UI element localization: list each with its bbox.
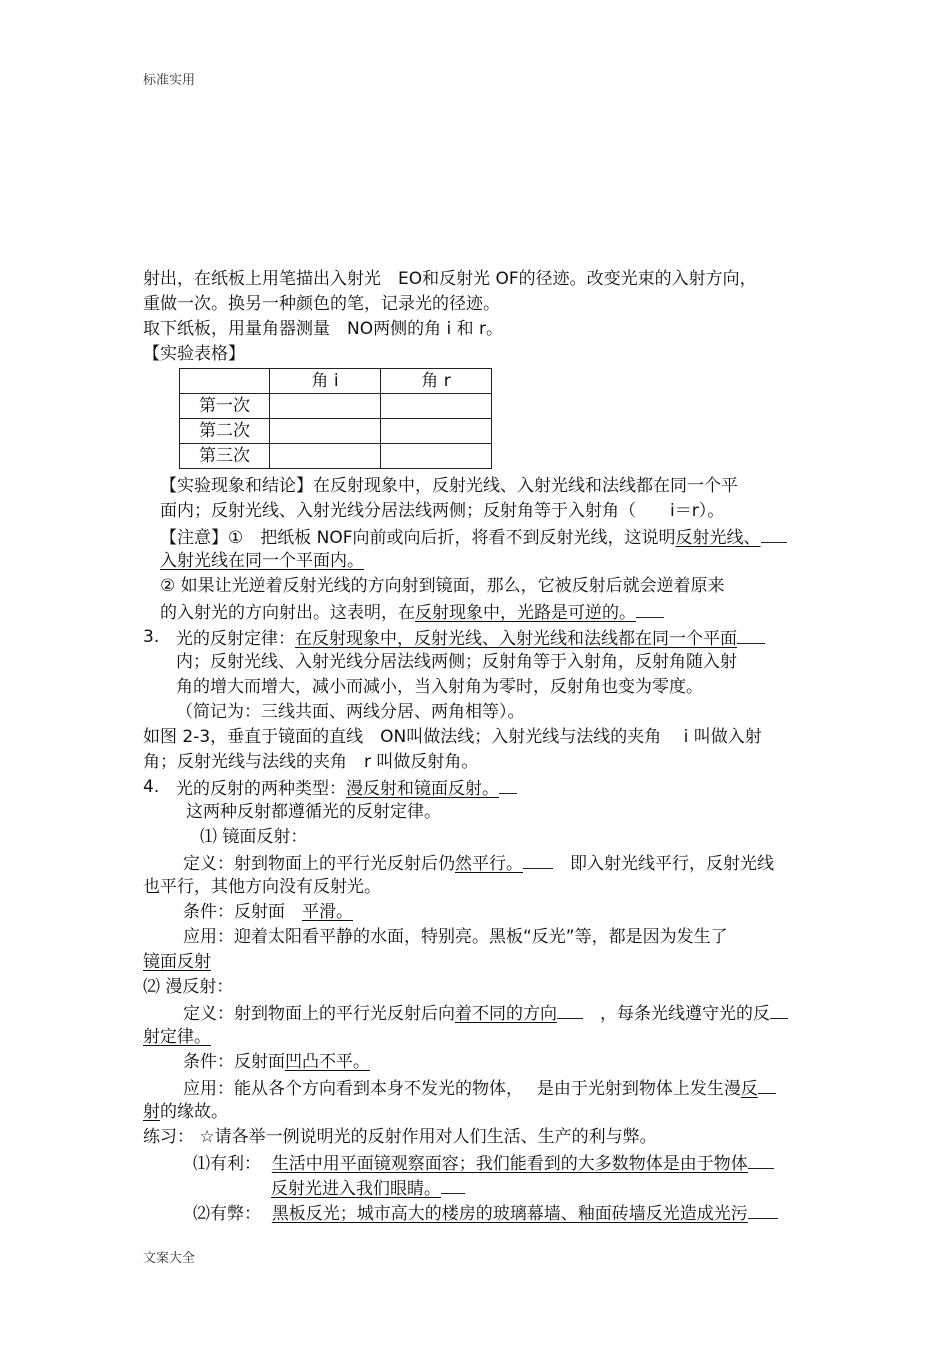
note-line1: [160, 525, 787, 549]
item3-line2: 内；反射光线、入射光线分居法线两侧；反射角等于入射角，反射角随入射: [176, 652, 737, 672]
note-text: 的入射光的方向射出。这表明，在: [160, 603, 415, 623]
diffuse-application: [183, 1076, 776, 1100]
table-cell: 第三次: [180, 444, 270, 469]
diffuse-cond-answer: 凹凸不平。: [285, 1052, 370, 1072]
diffuse-def-answer: 着不同的方向: [455, 1004, 557, 1024]
answer-blank: [441, 1176, 465, 1194]
answer-blank: [758, 1076, 776, 1094]
note-line4: [160, 600, 664, 624]
answer-blank: [557, 1001, 583, 1019]
table-row: [180, 419, 492, 444]
note-answer: 入射光线在同一个平面内。: [160, 551, 364, 571]
table-cell: [381, 444, 492, 469]
diffuse-application-line2: [143, 1101, 228, 1123]
table-cell: [381, 419, 492, 444]
item3-answer: 在反射现象中，反射光线、入射光线和法线都在同一个平面: [295, 629, 737, 649]
practice-advantage-line2: [271, 1176, 465, 1200]
experiment-table: [179, 368, 492, 469]
table-cell: [270, 444, 381, 469]
fig-line2: 角；反射光线与法线的夹角 r 叫做反射角。: [143, 752, 479, 772]
diffuse-app-text: 的缘故。: [160, 1102, 228, 1122]
mirror-def-answer: 然平行。: [455, 854, 523, 874]
page-header: 标准实用: [143, 73, 196, 88]
item3-line3: 角的增大而增大，减小而减小，当入射角为零时，反射角也变为零度。: [176, 677, 703, 697]
para1-line3: 取下纸板，用量角器测量 NO两侧的角 i 和 r。: [143, 319, 504, 339]
para1-line2: 重做一次。换另一种颜色的笔，记录光的径迹。: [143, 294, 500, 314]
disadvantage-label: ⑵有弊：: [193, 1204, 261, 1224]
table-cell: [270, 419, 381, 444]
mirror-application: 应用：迎着太阳看平静的水面，特别亮。黑板“反光”等，都是因为发生了: [183, 927, 728, 947]
note-line2: [160, 550, 364, 572]
table-header-cell: 角 i: [270, 369, 381, 394]
mirror-cond-answer: 平滑。: [302, 902, 353, 922]
table-cell: [270, 394, 381, 419]
answer-blank: [523, 851, 553, 869]
diffuse-def-text: 定义：射到物面上的平行光反射后向: [183, 1004, 455, 1024]
table-row: [180, 444, 492, 469]
conclusion-line2: 面内；反射光线、入射光线分居法线两侧；反射角等于入射角（ i＝r）。: [160, 501, 725, 521]
table-cell: 第二次: [180, 419, 270, 444]
practice-title: 练习： ☆请各举一例说明光的反射作用对人们生活、生产的利与弊。: [143, 1127, 657, 1147]
para1-line1: 射出，在纸板上用笔描出入射光 EO和反射光 OF的径迹。改变光束的入射方向，: [143, 269, 757, 289]
mirror-app-answer: 镜面反射: [143, 952, 211, 972]
diffuse-condition: [183, 1051, 370, 1073]
note-line3: ② 如果让光逆着反射光线的方向射到镜面，那么，它被反射后就会逆着原来: [160, 576, 725, 596]
item4-line2: 这两种反射都遵循光的反射定律。: [186, 802, 441, 822]
answer-blank: [748, 1151, 774, 1169]
note-answer: 反射光线、: [675, 528, 761, 548]
item4-label: 光的反射的两种类型：: [176, 779, 346, 799]
item3-label: 光的反射定律：: [176, 629, 295, 649]
practice-advantage: [193, 1151, 774, 1175]
note-answer: 反射现象中，光路是可逆的。: [415, 603, 636, 623]
mirror-cond-text: 条件：反射面: [183, 902, 302, 922]
table-row: [180, 394, 492, 419]
mirror-def-text: 即入射光线平行，反射光线: [553, 854, 774, 874]
mirror-title: ⑴ 镜面反射：: [200, 827, 308, 847]
advantage-label: ⑴有利：: [193, 1154, 261, 1174]
table-title: 【实验表格】: [143, 344, 245, 364]
diffuse-def-answer: 射定律。: [143, 1027, 211, 1047]
table-cell: [381, 394, 492, 419]
diffuse-app-text: 应用：能从各个方向看到本身不发光的物体， 是由于光射到物体上发生漫: [183, 1079, 741, 1099]
item4-line1: [176, 776, 517, 800]
diffuse-cond-text: 条件：反射面: [183, 1052, 285, 1072]
table-cell: 第一次: [180, 394, 270, 419]
mirror-definition-line2: 也平行，其他方向没有反射光。: [143, 877, 381, 897]
item3-line4: （简记为：三线共面、两线分居、两角相等）。: [176, 702, 525, 722]
answer-blank: [636, 600, 664, 618]
item3-line1: [176, 626, 765, 650]
practice-disadvantage: [193, 1201, 778, 1225]
diffuse-definition: [183, 1001, 788, 1025]
advantage-answer: 生活中用平面镜观察面容；我们能看到的大多数物体是由于物体: [271, 1154, 748, 1174]
diffuse-title: ⑵ 漫反射：: [143, 977, 234, 997]
conclusion-line1: 【实验现象和结论】在反射现象中，反射光线、入射光线和法线都在同一个平: [160, 476, 738, 496]
note-text: 【注意】① 把纸板 NOF向前或向后折，将看不到反射光线，这说明: [160, 528, 676, 548]
table-header-row: [180, 369, 492, 394]
page-footer: 文案大全: [143, 1251, 196, 1266]
item4-number: 4.: [143, 777, 160, 797]
answer-blank: [770, 1001, 788, 1019]
mirror-def-text: 定义：射到物面上的平行光反射后仍: [183, 854, 455, 874]
mirror-condition: [183, 901, 353, 923]
answer-blank: [748, 1201, 778, 1219]
fig-line1: 如图 2-3，垂直于镜面的直线 ON叫做法线；入射光线与法线的夹角 i 叫做入射: [143, 727, 762, 747]
diffuse-definition-line2: [143, 1026, 211, 1048]
disadvantage-answer: 黑板反光；城市高大的楼房的玻璃幕墙、釉面砖墙反光造成光污: [271, 1204, 748, 1224]
advantage-answer: 反射光进入我们眼睛。: [271, 1179, 441, 1199]
diffuse-app-answer: 反: [740, 1079, 758, 1099]
table-header-cell: 角 r: [381, 369, 492, 394]
table-header-cell: [180, 369, 270, 394]
item3-number: 3.: [143, 627, 160, 647]
diffuse-app-answer: 射: [143, 1102, 160, 1122]
diffuse-def-text: ，每条光线遵守光的反: [583, 1004, 770, 1024]
item4-answer: 漫反射和镜面反射。: [346, 779, 499, 799]
mirror-definition: [183, 851, 774, 875]
answer-blank: [737, 626, 765, 644]
answer-blank: [499, 776, 517, 794]
answer-blank: [761, 525, 787, 543]
mirror-application-line2: [143, 951, 211, 973]
